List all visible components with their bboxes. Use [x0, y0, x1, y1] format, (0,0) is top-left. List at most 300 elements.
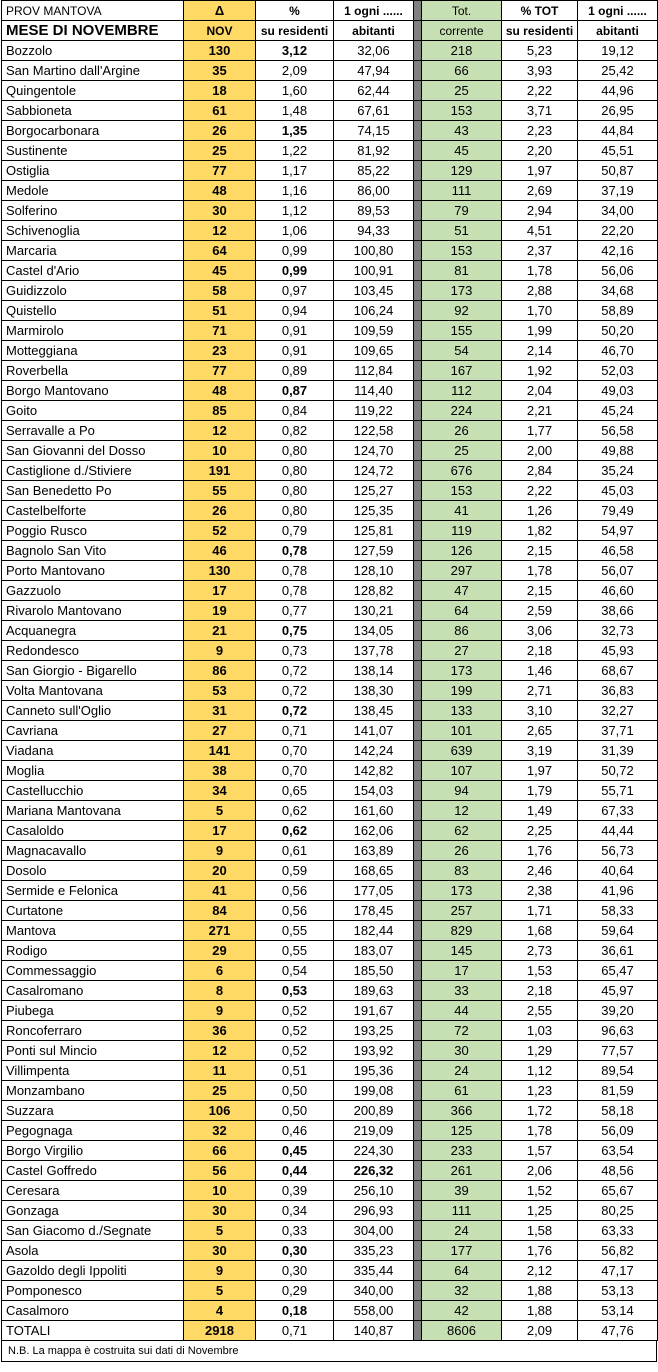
pct-residents-cell: 3,12 [256, 41, 334, 61]
separator-cell [414, 681, 422, 701]
one-in-tot-cell: 36,61 [578, 941, 658, 961]
pct-residents-cell: 0,75 [256, 621, 334, 641]
one-in-cell: 32,06 [334, 41, 414, 61]
nov-cell: 61 [184, 101, 256, 121]
separator-cell [414, 1121, 422, 1141]
table-row [2, 401, 658, 421]
separator-cell [414, 521, 422, 541]
nov-cell: 53 [184, 681, 256, 701]
nov-cell: 191 [184, 461, 256, 481]
nov-cell: 4 [184, 1301, 256, 1321]
one-in-tot-cell: 45,24 [578, 401, 658, 421]
municipality-cell: Borgocarbonara [2, 121, 184, 141]
pct-tot-cell: 1,78 [502, 1121, 578, 1141]
table-row [2, 681, 658, 701]
nov-header: NOV [184, 21, 256, 41]
municipality-cell: Ponti sul Mincio [2, 1041, 184, 1061]
one-in-cell: 106,24 [334, 301, 414, 321]
pct-tot-cell: 2,69 [502, 181, 578, 201]
nov-cell: 34 [184, 781, 256, 801]
separator-cell [414, 721, 422, 741]
pct-residents-cell: 0,62 [256, 821, 334, 841]
pct-residents-cell: 0,53 [256, 981, 334, 1001]
municipality-cell: Volta Mantovana [2, 681, 184, 701]
one-in-tot-cell: 26,95 [578, 101, 658, 121]
tot-corrente-cell: 111 [422, 181, 502, 201]
nov-cell: 77 [184, 361, 256, 381]
table-row [2, 321, 658, 341]
pct-tot-cell: 1,70 [502, 301, 578, 321]
separator-cell [414, 41, 422, 61]
one-in-tot-cell: 65,47 [578, 961, 658, 981]
data-table [1, 0, 658, 1341]
one-in-cell: 124,72 [334, 461, 414, 481]
table-row [2, 101, 658, 121]
pct-residents-cell: 0,54 [256, 961, 334, 981]
one-in-cell: 130,21 [334, 601, 414, 621]
one-in-tot-cell: 79,49 [578, 501, 658, 521]
nov-cell: 20 [184, 861, 256, 881]
separator-cell [414, 1021, 422, 1041]
one-in-tot-cell: 32,73 [578, 621, 658, 641]
tot-corrente-cell: 177 [422, 1241, 502, 1261]
pct-residents-cell: 0,91 [256, 321, 334, 341]
table-row [2, 201, 658, 221]
nov-cell: 18 [184, 81, 256, 101]
separator-cell [414, 1301, 422, 1321]
one-in-tot-cell: 67,33 [578, 801, 658, 821]
pct-residents-cell: 0,55 [256, 921, 334, 941]
one-in-tot-cell: 25,42 [578, 61, 658, 81]
table-row [2, 41, 658, 61]
separator-cell [414, 261, 422, 281]
municipality-cell: Borgo Mantovano [2, 381, 184, 401]
one-in-cell: 67,61 [334, 101, 414, 121]
pct-residents-cell: 0,79 [256, 521, 334, 541]
table-row [2, 301, 658, 321]
tot-corrente-cell: 24 [422, 1221, 502, 1241]
one-in-tot-cell: 19,12 [578, 41, 658, 61]
tot-corrente-cell: 112 [422, 381, 502, 401]
one-in-cell: 47,94 [334, 61, 414, 81]
municipality-cell: Dosolo [2, 861, 184, 881]
one-in-cell: 296,93 [334, 1201, 414, 1221]
one-in-tot-cell: 34,00 [578, 201, 658, 221]
separator-cell [414, 701, 422, 721]
municipality-cell: Bagnolo San Vito [2, 541, 184, 561]
one-in-tot-cell: 44,84 [578, 121, 658, 141]
pct-tot-cell: 1,77 [502, 421, 578, 441]
pct-residents-cell: 0,52 [256, 1001, 334, 1021]
one-in-cell: 89,53 [334, 201, 414, 221]
table-row [2, 1181, 658, 1201]
separator-cell [414, 981, 422, 1001]
one-in-cell: 74,15 [334, 121, 414, 141]
pct-tot-cell: 1,71 [502, 901, 578, 921]
one-in-cell: 128,82 [334, 581, 414, 601]
pct-tot-cell: 1,12 [502, 1061, 578, 1081]
nov-cell: 9 [184, 1261, 256, 1281]
one-in-tot-header: 1 ogni ...... [578, 1, 658, 21]
pct-tot-cell: 1,88 [502, 1281, 578, 1301]
nov-cell: 5 [184, 1221, 256, 1241]
separator-cell [414, 1161, 422, 1181]
totals-label: TOTALI [2, 1321, 184, 1341]
tot-corrente-cell: 155 [422, 321, 502, 341]
pct-tot-cell: 1,26 [502, 501, 578, 521]
municipality-cell: Gazoldo degli Ippoliti [2, 1261, 184, 1281]
one-in-tot-cell: 50,87 [578, 161, 658, 181]
municipality-cell: San Benedetto Po [2, 481, 184, 501]
table-row [2, 441, 658, 461]
one-in-tot-cell: 58,18 [578, 1101, 658, 1121]
pct-tot-cell: 1,25 [502, 1201, 578, 1221]
municipality-cell: Pomponesco [2, 1281, 184, 1301]
pct-residents-cell: 0,65 [256, 781, 334, 801]
separator-cell [414, 141, 422, 161]
nov-cell: 130 [184, 561, 256, 581]
municipality-cell: Casalromano [2, 981, 184, 1001]
nov-cell: 48 [184, 181, 256, 201]
pct-tot-cell: 2,94 [502, 201, 578, 221]
totals-pct-tot: 2,09 [502, 1321, 578, 1341]
one-in-tot-cell: 50,20 [578, 321, 658, 341]
tot-corrente-cell: 173 [422, 281, 502, 301]
one-in-tot-cell: 63,33 [578, 1221, 658, 1241]
table-row [2, 581, 658, 601]
table-row [2, 781, 658, 801]
table-row [2, 601, 658, 621]
nov-cell: 58 [184, 281, 256, 301]
nov-cell: 30 [184, 1241, 256, 1261]
pct-residents-cell: 0,29 [256, 1281, 334, 1301]
nov-cell: 56 [184, 1161, 256, 1181]
delta-header: Δ [184, 1, 256, 21]
one-in-cell: 112,84 [334, 361, 414, 381]
tot-corrente-cell: 42 [422, 1301, 502, 1321]
pct-tot-cell: 1,53 [502, 961, 578, 981]
totals-ogni-tot: 47,76 [578, 1321, 658, 1341]
municipality-cell: Gazzuolo [2, 581, 184, 601]
municipality-cell: Mariana Mantovana [2, 801, 184, 821]
one-in-tot-cell: 38,66 [578, 601, 658, 621]
nov-cell: 10 [184, 441, 256, 461]
tot-corrente-cell: 61 [422, 1081, 502, 1101]
one-in-tot-cell: 50,72 [578, 761, 658, 781]
one-in-cell: 161,60 [334, 801, 414, 821]
pct-residents-cell: 0,82 [256, 421, 334, 441]
pct-tot-cell: 4,51 [502, 221, 578, 241]
one-in-tot-cell: 44,96 [578, 81, 658, 101]
table-row [2, 61, 658, 81]
table-row [2, 1041, 658, 1061]
pct-tot-cell: 2,38 [502, 881, 578, 901]
table-row [2, 881, 658, 901]
pct-residents-cell: 0,45 [256, 1141, 334, 1161]
tot-corrente-cell: 86 [422, 621, 502, 641]
table-row [2, 861, 658, 881]
one-in-tot-cell: 41,96 [578, 881, 658, 901]
tot-corrente-cell: 79 [422, 201, 502, 221]
pct-tot-cell: 3,19 [502, 741, 578, 761]
nov-cell: 141 [184, 741, 256, 761]
one-in-cell: 86,00 [334, 181, 414, 201]
one-in-cell: 200,89 [334, 1101, 414, 1121]
tot-corrente-cell: 119 [422, 521, 502, 541]
one-in-tot-cell: 45,03 [578, 481, 658, 501]
pct-residents-cell: 0,59 [256, 861, 334, 881]
pct-tot-cell: 1,88 [502, 1301, 578, 1321]
pct-residents-cell: 0,52 [256, 1021, 334, 1041]
pct-residents-cell: 1,35 [256, 121, 334, 141]
nov-cell: 26 [184, 121, 256, 141]
tot-corrente-cell: 676 [422, 461, 502, 481]
pct-tot-cell: 1,49 [502, 801, 578, 821]
table-row [2, 421, 658, 441]
pct-tot-cell: 1,03 [502, 1021, 578, 1041]
pct-tot-cell: 2,46 [502, 861, 578, 881]
table-row [2, 621, 658, 641]
pct-residents-cell: 0,72 [256, 701, 334, 721]
pct-residents-cell: 0,70 [256, 741, 334, 761]
tot-corrente-cell: 639 [422, 741, 502, 761]
one-in-cell: 226,32 [334, 1161, 414, 1181]
tot-corrente-cell: 173 [422, 881, 502, 901]
municipality-cell: Canneto sull'Oglio [2, 701, 184, 721]
pct-tot-cell: 2,73 [502, 941, 578, 961]
table-row [2, 1241, 658, 1261]
one-in-cell: 335,23 [334, 1241, 414, 1261]
tot-corrente-cell: 233 [422, 1141, 502, 1161]
tot-corrente-cell: 30 [422, 1041, 502, 1061]
municipality-cell: Commessaggio [2, 961, 184, 981]
municipality-cell: Marmirolo [2, 321, 184, 341]
one-in-tot-cell: 49,88 [578, 441, 658, 461]
table-row [2, 761, 658, 781]
pct-residents-cell: 0,46 [256, 1121, 334, 1141]
separator-cell [414, 1261, 422, 1281]
nov-cell: 41 [184, 881, 256, 901]
separator-cell [414, 581, 422, 601]
pct-tot-cell: 2,04 [502, 381, 578, 401]
pct-tot-cell: 3,10 [502, 701, 578, 721]
pct-residents-cell: 0,94 [256, 301, 334, 321]
table-row [2, 721, 658, 741]
one-in-cell: 85,22 [334, 161, 414, 181]
table-row [2, 1221, 658, 1241]
pct-residents-cell: 0,80 [256, 481, 334, 501]
table-row [2, 141, 658, 161]
tot-corrente-cell: 297 [422, 561, 502, 581]
one-in-tot-cell: 37,19 [578, 181, 658, 201]
municipality-cell: Guidizzolo [2, 281, 184, 301]
one-in-tot-cell: 32,27 [578, 701, 658, 721]
separator-cell [414, 941, 422, 961]
one-in-cell: 119,22 [334, 401, 414, 421]
one-in-tot-cell: 31,39 [578, 741, 658, 761]
nov-cell: 5 [184, 1281, 256, 1301]
table-row [2, 261, 658, 281]
municipality-cell: Mantova [2, 921, 184, 941]
separator-cell [414, 1061, 422, 1081]
municipality-cell: Solferino [2, 201, 184, 221]
pct-tot-cell: 2,18 [502, 641, 578, 661]
municipality-cell: Gonzaga [2, 1201, 184, 1221]
nov-cell: 66 [184, 1141, 256, 1161]
tot-corrente-cell: 199 [422, 681, 502, 701]
one-in-cell: 125,35 [334, 501, 414, 521]
pct-residents-cell: 0,18 [256, 1301, 334, 1321]
tot-corrente-cell: 167 [422, 361, 502, 381]
one-in-cell: 193,92 [334, 1041, 414, 1061]
nov-cell: 52 [184, 521, 256, 541]
tot-corrente-cell: 54 [422, 341, 502, 361]
pct-tot-cell: 2,25 [502, 821, 578, 841]
pct-tot-cell: 1,58 [502, 1221, 578, 1241]
one-in-cell: 125,81 [334, 521, 414, 541]
separator-cell [414, 1001, 422, 1021]
pct-tot-cell: 1,23 [502, 1081, 578, 1101]
municipality-cell: Schivenoglia [2, 221, 184, 241]
pct-tot-cell: 2,88 [502, 281, 578, 301]
one-in-cell: 185,50 [334, 961, 414, 981]
tot-corrente-cell: 45 [422, 141, 502, 161]
pct-tot-cell: 1,92 [502, 361, 578, 381]
municipality-cell: Viadana [2, 741, 184, 761]
separator-cell [414, 921, 422, 941]
nov-cell: 38 [184, 761, 256, 781]
tot-corrente-cell: 92 [422, 301, 502, 321]
pct-residents-cell: 0,87 [256, 381, 334, 401]
pct-tot-cell: 1,76 [502, 841, 578, 861]
separator-cell [414, 741, 422, 761]
one-in-tot-cell: 53,14 [578, 1301, 658, 1321]
one-in-cell: 182,44 [334, 921, 414, 941]
one-in-cell: 178,45 [334, 901, 414, 921]
totals-ogni: 140,87 [334, 1321, 414, 1341]
separator-cell [414, 561, 422, 581]
table-row [2, 461, 658, 481]
one-in-tot-cell: 52,03 [578, 361, 658, 381]
separator-cell [414, 901, 422, 921]
municipality-cell: San Giacomo d./Segnate [2, 1221, 184, 1241]
tot-corrente-cell: 111 [422, 1201, 502, 1221]
tot-corrente-cell: 24 [422, 1061, 502, 1081]
tot-corrente-cell: 39 [422, 1181, 502, 1201]
municipality-cell: San Martino dall'Argine [2, 61, 184, 81]
municipality-cell: Asola [2, 1241, 184, 1261]
separator-cell [414, 1221, 422, 1241]
nov-cell: 12 [184, 221, 256, 241]
one-in-cell: 103,45 [334, 281, 414, 301]
one-in-cell: 127,59 [334, 541, 414, 561]
table-row [2, 641, 658, 661]
one-in-cell: 142,24 [334, 741, 414, 761]
header-row-2 [2, 21, 658, 41]
one-in-tot-cell: 46,58 [578, 541, 658, 561]
separator-cell [414, 1141, 422, 1161]
abitanti-tot-header: abitanti [578, 21, 658, 41]
pct-residents-cell: 0,72 [256, 661, 334, 681]
tot-corrente-cell: 153 [422, 101, 502, 121]
tot-corrente-cell: 83 [422, 861, 502, 881]
table-row [2, 841, 658, 861]
pct-residents-cell: 0,71 [256, 721, 334, 741]
pct-tot-cell: 2,37 [502, 241, 578, 261]
pct-tot-cell: 1,57 [502, 1141, 578, 1161]
table-row [2, 941, 658, 961]
pct-residents-cell: 0,56 [256, 881, 334, 901]
separator-cell [414, 461, 422, 481]
table-row [2, 981, 658, 1001]
separator-cell [414, 121, 422, 141]
pct-tot-cell: 1,72 [502, 1101, 578, 1121]
one-in-tot-cell: 56,82 [578, 1241, 658, 1261]
pct-residents-cell: 0,80 [256, 461, 334, 481]
nov-cell: 106 [184, 1101, 256, 1121]
pct-residents-cell: 0,78 [256, 561, 334, 581]
separator-cell [414, 441, 422, 461]
nov-cell: 9 [184, 641, 256, 661]
pct-tot-cell: 2,20 [502, 141, 578, 161]
pct-residents-cell: 1,16 [256, 181, 334, 201]
pct-tot-cell: 1,99 [502, 321, 578, 341]
su-residenti-header: su residenti [256, 21, 334, 41]
one-in-cell: 109,59 [334, 321, 414, 341]
tot-corrente-cell: 26 [422, 841, 502, 861]
pct-residents-cell: 0,72 [256, 681, 334, 701]
municipality-cell: Suzzara [2, 1101, 184, 1121]
municipality-cell: Acquanegra [2, 621, 184, 641]
municipality-cell: Ostiglia [2, 161, 184, 181]
one-in-tot-cell: 63,54 [578, 1141, 658, 1161]
one-in-cell: 219,09 [334, 1121, 414, 1141]
separator-cell [414, 621, 422, 641]
pct-residents-cell: 0,78 [256, 541, 334, 561]
pct-tot-cell: 2,15 [502, 581, 578, 601]
table-row [2, 1101, 658, 1121]
nov-cell: 12 [184, 1041, 256, 1061]
separator-cell [414, 781, 422, 801]
pct-tot-cell: 2,14 [502, 341, 578, 361]
one-in-cell: 128,10 [334, 561, 414, 581]
nov-cell: 6 [184, 961, 256, 981]
pct-residents-cell: 2,09 [256, 61, 334, 81]
one-in-cell: 189,63 [334, 981, 414, 1001]
separator-cell [414, 961, 422, 981]
pct-residents-cell: 0,89 [256, 361, 334, 381]
separator-cell [414, 101, 422, 121]
one-in-tot-cell: 37,71 [578, 721, 658, 741]
tot-corrente-cell: 32 [422, 1281, 502, 1301]
tot-corrente-cell: 41 [422, 501, 502, 521]
table-row [2, 121, 658, 141]
separator-cell [414, 1321, 422, 1341]
pct-residents-cell: 0,78 [256, 581, 334, 601]
nov-cell: 25 [184, 1081, 256, 1101]
table-row [2, 801, 658, 821]
tot-corrente-cell: 27 [422, 641, 502, 661]
pct-residents-cell: 0,56 [256, 901, 334, 921]
one-in-tot-cell: 56,73 [578, 841, 658, 861]
tot-corrente-cell: 218 [422, 41, 502, 61]
nov-cell: 31 [184, 701, 256, 721]
municipality-cell: Roncoferraro [2, 1021, 184, 1041]
one-in-tot-cell: 49,03 [578, 381, 658, 401]
separator-cell [414, 1101, 422, 1121]
pct-residents-cell: 0,50 [256, 1081, 334, 1101]
municipality-cell: Castel Goffredo [2, 1161, 184, 1181]
